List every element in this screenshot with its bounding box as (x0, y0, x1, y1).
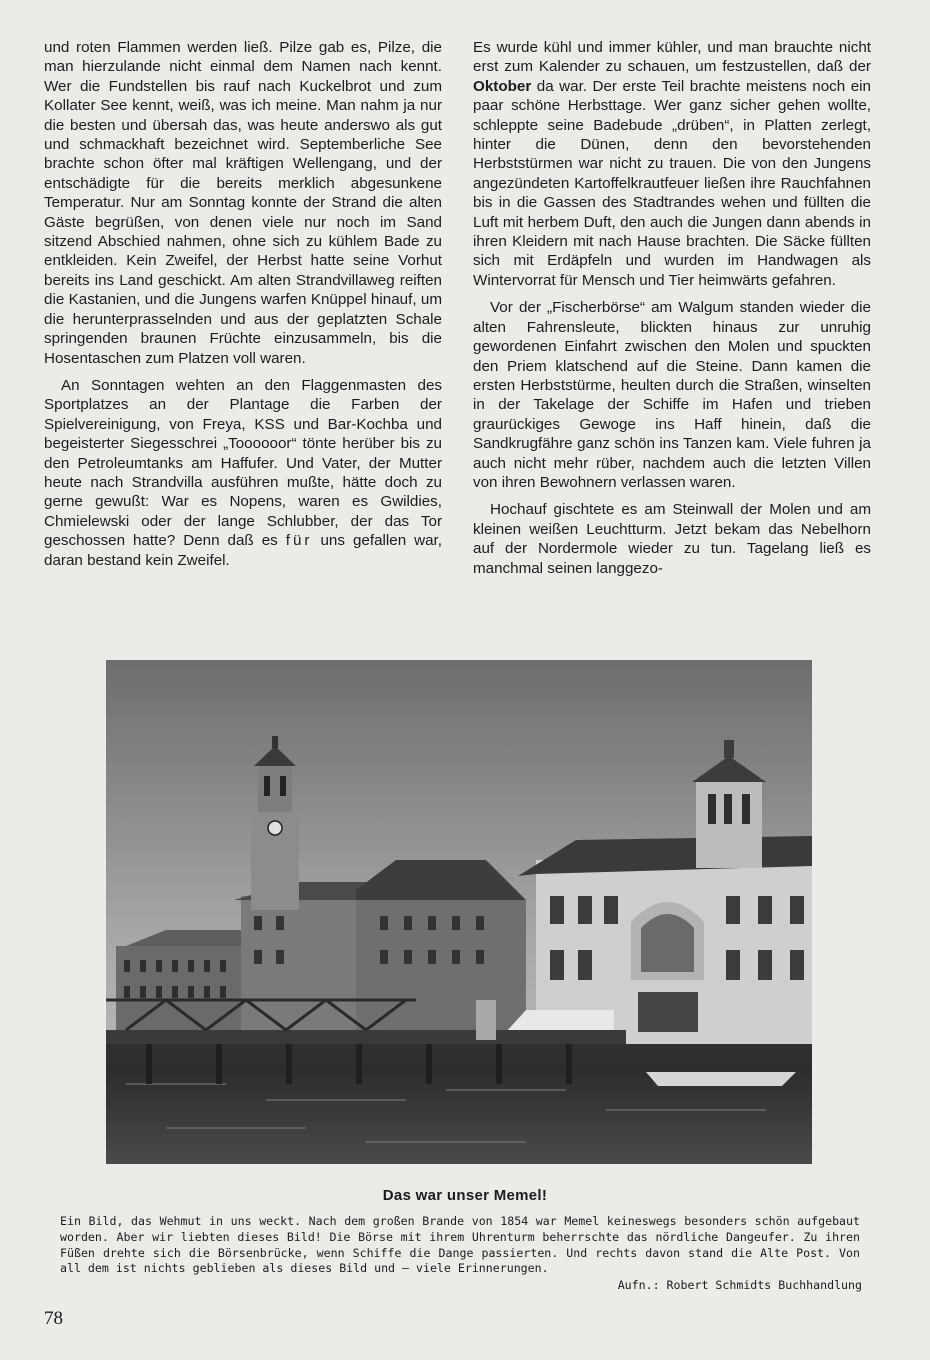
paragraph: und roten Flammen werden ließ. Pilze gab es, Pilze, die man hierzulande nicht einmal dem Namen nach kennt. Wer die Fundstellen bis rauf nach Kuckelbrot und zum Kollater See kennt, weiß, was ich meine. Man nahm ja nur die besten und übersah das, was heute anderswo als gut und schmackhaft bezeichnet wird. Septemberliche See brachte schon öfter mal kräftigen Wellengang, und der entschädigte für die bereits merklich abgesunkene Temperatur. Nur am Sonntag konnte der Strand die alten Gäste begrüßen, von denen viele nur noch im Sand sitzend Abschied nahmen, ohne sich zu kühlem Bade zu entkleiden. Kein Zweifel, der Herbst hatte seine Vorhut bereits ins Land geschickt. Am alten Strandvillaweg reiften die Kastanien, und die Jungens warfen Knüppel hinauf, um die herunterprasselnden und aus der geplatzten Schale springenden braunen Früchte einzusammeln, bis die Hosentaschen zum Platzen voll waren. (44, 39, 442, 367)
photo-credit: Aufn.: Robert Schmidts Buchhandlung (617, 1278, 862, 1292)
emphasized-word: für (285, 532, 313, 550)
text-column-left (44, 38, 442, 570)
page-number: 78 (44, 1308, 63, 1329)
figure-title: Das war unser Memel! (382, 1187, 548, 1204)
paragraph: An Sonntagen wehten an den Flaggenmasten des Sportplatzes an der Plantage die Farben der Spielvereinigung, von Freya, KSS und Bar-Kochba und begeisterter Siegesschrei „Toooooor“ tönte herüber bis zu den Petroleumtanks am Haffufer. Und Vater, der Mutter heute nach Strandvilla ausführen mußte, hätte doch zu gerne gewußt: War es Nopens, waren es Gwildies, Chmielewski oder der lange Schlubber, der das Tor geschossen hatte? Denn daß es für uns gefallen war, daran bestand kein Zweifel. (44, 376, 442, 569)
paragraph: Es wurde kühl und immer kühler, und man brauchte nicht erst zum Kalender zu schauen, um festzustellen, daß der Oktober da war. Der erste Teil brachte meistens noch ein paar schöne Herbsttage. Wer ganz sicher gehen wollte, schleppte seine Badebude „drüben“, in Platten zerlegt, hinter die Dünen, denn den bevorstehenden Herbststürmen war nicht zu trauen. Die von den Jungens angezündeten Kartoffelkrautfeuer ließen ihre Rauchfahnen bis in die Gassen des Stadtrandes wehen und füllten die Luft mit herbem Duft, den auch die Jungen dann abends in ihren Kleidern mit nach Hause brachten. Die Säcke füllten sich mit Erdäpfeln und wurden im Handwagen als Wintervorrat für Mensch und Tier heimwärts gefahren. (473, 39, 871, 289)
paragraph: Vor der „Fischerbörse“ am Walgum standen wieder die alten Fahrensleute, blickten hinaus zur unruhig gewordenen Einfahrt zwischen den Molen und spuckten den Priem klatschend auf die Steine. Dann kamen die ersten Herbststürme, heulten durch die Straßen, winselten in der Takelage der Schiffe im Hafen und trieben graurückiges Gewoge ins Haff hinein, daß die Sandkrugfähre ganz schön ins Tanzen kam. Viele fuhren ja auch nicht mehr rüber, nachdem auch die letzten Villen von ihren Bewohnern verlassen waren. (473, 299, 871, 491)
memel-harbor-photo (106, 660, 812, 1164)
text-column-right (473, 38, 871, 578)
bold-word: Oktober (473, 77, 532, 95)
figure-caption: Ein Bild, das Wehmut in uns weckt. Nach dem großen Brande von 1854 war Memel keineswegs besonders schön aufgebaut worden. Aber wir liebten dieses Bild! Die Börse mit ihrem Uhrenturm beherrschte das nördliche Dangeufer. Zu ihren Füßen drehte sich die Börsenbrücke, wenn Schiffe die Dange passierten. Und rechts davon stand die Alte Post. Von all dem ist nichts geblieben als dieses Bild und — viele Erinnerungen. (60, 1214, 860, 1276)
paragraph: Hochauf gischtete es am Steinwall der Molen und am kleinen weißen Leuchtturm. Jetzt bekam das Nebelhorn auf der Nordermole wieder zu tun. Tagelang ließ es manchmal seinen langgezo- (473, 501, 871, 577)
